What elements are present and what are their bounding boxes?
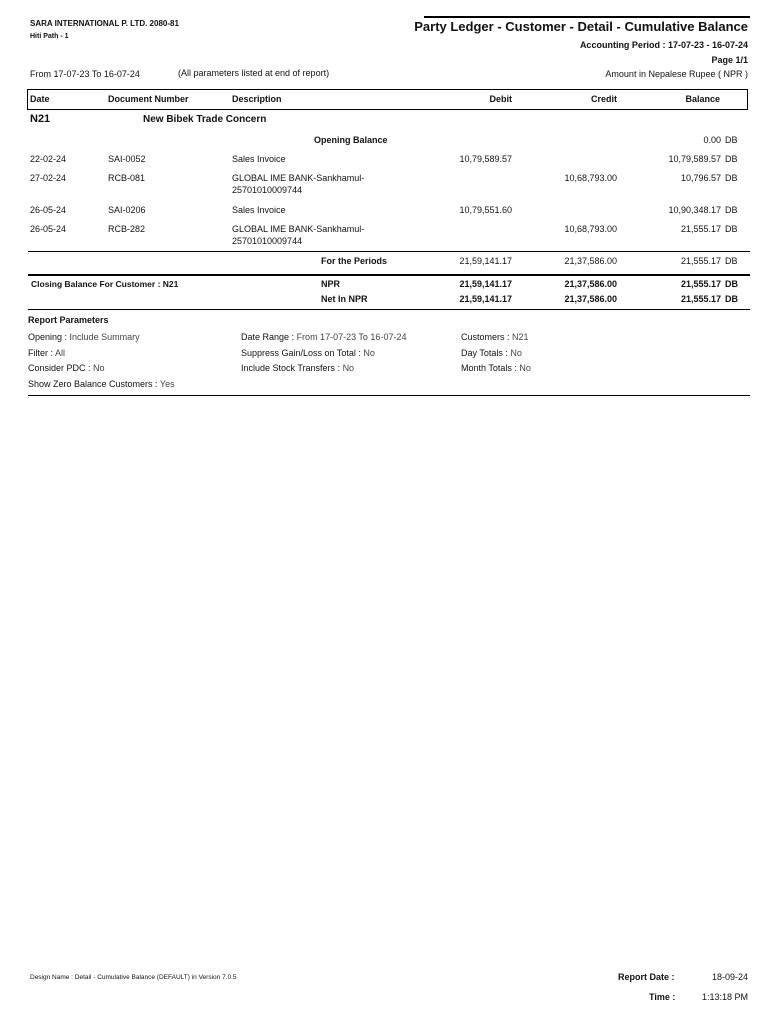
report-time: 1:13:18 PM [701, 992, 748, 1002]
col-credit: Credit [590, 94, 617, 104]
closing-npr-row [0, 279, 768, 293]
table-row [0, 173, 768, 195]
param-gainloss-label: Suppress Gain/Loss on Total : [241, 348, 361, 358]
param-gainloss-value: No [363, 348, 375, 358]
param-daterange-label: Date Range : [241, 332, 295, 342]
param-stock [241, 363, 354, 373]
param-monthtotals [461, 363, 531, 373]
closing-label: Closing Balance For Customer : N21 [31, 279, 179, 289]
closing-npr-type: DB [725, 279, 738, 289]
date-range: From 17-07-23 To 16-07-24 [30, 69, 140, 79]
row-date: 26-05-24 [30, 205, 67, 215]
customer-code: N21 [30, 113, 51, 125]
row-date: 26-05-24 [30, 224, 67, 234]
currency-note: Amount in Nepalese Rupee ( NPR ) [605, 69, 748, 79]
param-daytotals-value: No [510, 348, 522, 358]
accounting-period: Accounting Period : 17-07-23 - 16-07-24 [579, 40, 748, 50]
report-title: Party Ledger - Customer - Detail - Cumulative Balance [414, 19, 748, 34]
param-opening-value: Include Summary [69, 332, 140, 342]
row-desc-line2: 25701010009744 [232, 185, 303, 195]
opening-type: DB [725, 135, 738, 145]
param-monthtotals-label: Month Totals : [461, 363, 517, 373]
param-gainloss [241, 348, 375, 358]
report-date: 18-09-24 [711, 972, 748, 982]
page-number: Page 1/1 [711, 55, 748, 65]
param-filter [28, 348, 65, 358]
param-stock-label: Include Stock Transfers : [241, 363, 341, 373]
param-daterange [241, 332, 406, 342]
row-balance: 10,79,589.57 [668, 154, 721, 164]
row-doc: RCB-081 [108, 173, 146, 183]
row-date: 27-02-24 [30, 173, 67, 183]
table-row [0, 205, 768, 219]
design-name: Design Name : Detail - Cumulative Balance (DEFAULT) in Version 7.0.5 [30, 974, 237, 981]
row-doc: SAI-0206 [108, 205, 146, 215]
company-name: SARA INTERNATIONAL P. LTD. 2080-81 [30, 19, 179, 28]
closing-npr-credit: 21,37,586.00 [564, 279, 617, 289]
period-credit: 21,37,586.00 [564, 256, 617, 266]
param-daytotals [461, 348, 522, 358]
param-pdc-label: Consider PDC : [28, 363, 91, 373]
column-header-row [0, 94, 768, 108]
closing-net-row [0, 294, 768, 308]
col-debit: Debit [489, 94, 512, 104]
company-address: Hiti Path - 1 [30, 33, 69, 40]
row-doc: SAI-0052 [108, 154, 146, 164]
params-note: (All parameters listed at end of report) [178, 68, 330, 78]
param-daterange-value: From 17-07-23 To 16-07-24 [296, 332, 407, 342]
closing-rule [28, 274, 750, 276]
closing-npr-label: NPR [321, 279, 341, 289]
param-zero [28, 379, 175, 389]
col-balance: Balance [685, 94, 720, 104]
param-zero-value: Yes [159, 379, 175, 389]
period-balance: 21,555.17 [680, 256, 721, 266]
row-balance: 10,90,348.17 [668, 205, 721, 215]
row-debit: 10,79,551.60 [459, 205, 512, 215]
opening-label: Opening Balance [314, 135, 388, 145]
params-top-rule [28, 309, 750, 310]
row-desc: Sales Invoice [232, 205, 286, 215]
row-desc-line2: 25701010009744 [232, 236, 303, 246]
row-type: DB [725, 224, 738, 234]
param-pdc-value: No [93, 363, 105, 373]
row-type: DB [725, 205, 738, 215]
col-document: Document Number [108, 94, 189, 104]
closing-npr-balance: 21,555.17 [680, 279, 721, 289]
row-date: 22-02-24 [30, 154, 67, 164]
table-row [0, 154, 768, 168]
period-rule [28, 251, 750, 252]
table-row [0, 224, 768, 246]
row-doc: RCB-282 [108, 224, 146, 234]
opening-balance-row [0, 135, 768, 149]
time-label: Time : [649, 992, 676, 1002]
row-balance: 21,555.17 [680, 224, 721, 234]
param-stock-value: No [342, 363, 355, 373]
row-debit: 10,79,589.57 [459, 154, 512, 164]
params-bottom-rule [28, 395, 750, 396]
title-rule [424, 16, 750, 18]
row-credit: 10,68,793.00 [564, 224, 617, 234]
col-description: Description [232, 94, 282, 104]
period-total-row [0, 256, 768, 270]
closing-net-type: DB [725, 294, 738, 304]
report-date-label: Report Date : [618, 972, 675, 982]
row-balance: 10,796.57 [680, 173, 721, 183]
param-zero-label: Show Zero Balance Customers : [28, 379, 158, 389]
param-customers [461, 332, 529, 342]
param-filter-value: All [55, 348, 66, 358]
closing-net-credit: 21,37,586.00 [564, 294, 617, 304]
param-opening [28, 332, 140, 342]
param-monthtotals-value: No [519, 363, 531, 373]
param-customers-value: N21 [512, 332, 529, 342]
customer-name: New Bibek Trade Concern [143, 114, 267, 125]
param-opening-label: Opening : [28, 332, 68, 342]
params-title: Report Parameters [28, 315, 109, 325]
param-filter-label: Filter : [28, 348, 54, 358]
row-type: DB [725, 154, 738, 164]
closing-net-label: Net In NPR [321, 294, 368, 304]
row-type: DB [725, 173, 738, 183]
param-daytotals-label: Day Totals : [461, 348, 508, 358]
row-credit: 10,68,793.00 [564, 173, 617, 183]
period-type: DB [725, 256, 738, 266]
row-desc: GLOBAL IME BANK-Sankhamul- [232, 173, 365, 183]
row-desc: GLOBAL IME BANK-Sankhamul- [232, 224, 365, 234]
col-date: Date [30, 94, 50, 104]
closing-net-debit: 21,59,141.17 [459, 294, 512, 304]
param-customers-label: Customers : [461, 332, 510, 342]
row-desc: Sales Invoice [232, 154, 286, 164]
period-label: For the Periods [321, 256, 388, 266]
closing-net-balance: 21,555.17 [680, 294, 721, 304]
opening-balance: 0.00 [703, 135, 721, 145]
closing-npr-debit: 21,59,141.17 [459, 279, 512, 289]
period-debit: 21,59,141.17 [459, 256, 512, 266]
param-pdc [28, 363, 105, 373]
